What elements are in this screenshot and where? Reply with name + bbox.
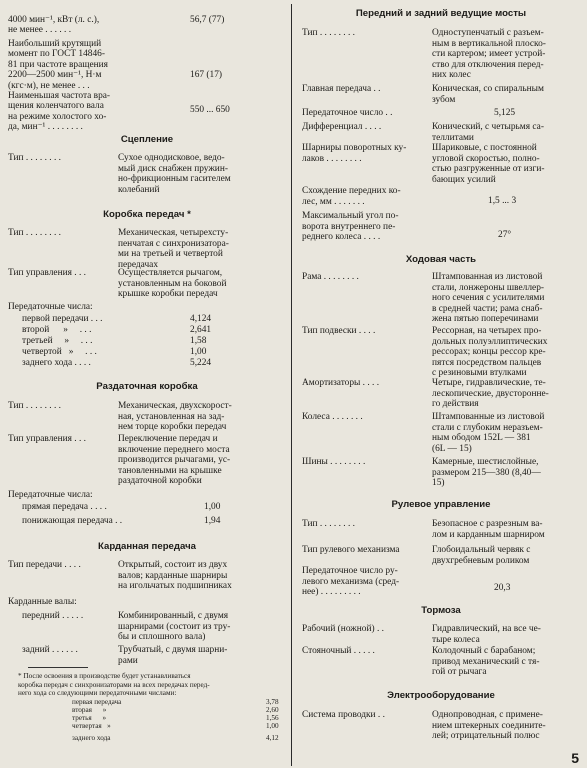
row-value: Трубчатый, с двумя шарни- рами [118, 645, 228, 666]
row-value: 3,78 [266, 698, 279, 706]
row-label: Тип . . . . . . . . [302, 28, 356, 38]
row-label: Тип подвески . . . . [302, 326, 376, 336]
row-value: 2,60 [266, 706, 279, 714]
row-label: понижающая передача . . [22, 516, 123, 526]
row-value: 550 ... 650 [190, 105, 230, 115]
row-label: Дифференциал . . . . [302, 122, 382, 132]
row-label: Тип управления . . . [8, 434, 86, 444]
row-label: третья » [72, 714, 107, 722]
row-value: Переключение передач и включение переднего моста производится рычагами, ус- тановленными на крышке раздаточной коробки [118, 434, 231, 486]
transfer-ratios-label: Передаточные числа: [8, 490, 93, 500]
column-divider [291, 4, 292, 766]
row-label: Тип . . . . . . . . [8, 401, 62, 411]
row-value: Шариковые, с постоянной угловой скоростью, полно- стью разгруженные от изги- бающих усилий [432, 143, 545, 185]
section-heading-clutch: Сцепление [120, 134, 174, 145]
row-label: четвертой » . . . [22, 347, 97, 357]
row-label: Рабочий (ножной) . . [302, 624, 384, 634]
row-value: Рессорная, на четырех про- дольных полуэллиптических рессорах; концы рессор кре- пятся посредством пальцев с резиновыми втулками [432, 326, 548, 378]
row-label: заднего хода [72, 734, 111, 742]
row-value: 1,94 [204, 516, 221, 526]
row-value: Штампованная из листовой стали, лонжероны швеллер- ного сечения с усилителями в средней части; рама снаб- жена пятью поперечинами [432, 272, 545, 324]
row-label: Максимальный угол по- ворота внутреннего пе- реднего колеса . . . . [302, 211, 399, 242]
row-value: 56,7 (77) [190, 15, 225, 25]
row-label: передний . . . . . [22, 611, 84, 621]
row-value: Конический, с четырьмя са- теллитами [432, 122, 544, 143]
page-number: 5 [571, 750, 579, 766]
row-label: 4000 мин⁻¹, кВт (л. с.), не менее . . . . . . [8, 14, 100, 35]
section-heading-gearbox: Коробка передач * [103, 209, 191, 220]
row-value: 2,641 [190, 325, 212, 335]
row-value: Глобоидальный червяк с двухгребневым роликом [432, 545, 531, 566]
row-value: 27° [498, 230, 512, 240]
section-heading-axles: Передний и задний ведущие мосты [355, 8, 527, 19]
row-label: Стояночный . . . . . [302, 646, 375, 656]
gearbox-ratios-label: Передаточные числа: [8, 302, 93, 312]
section-heading-transfer-case: Раздаточная коробка [96, 381, 198, 392]
row-value: Однопроводная, с примене- нием штекерных соедините- лей; отрицательный полюс [432, 710, 546, 741]
row-value: Гидравлический, на все че- тыре колеса [432, 624, 541, 645]
row-label: Наибольший крутящий момент по ГОСТ 14846- 81 при частоте вращения 2200—2500 мин⁻¹, Н·м (кгс·м), не менее . . . [8, 38, 108, 91]
row-value: 5,125 [494, 108, 516, 118]
row-label: Рама . . . . . . . . [302, 272, 359, 282]
row-label: Схождение передних ко- лес, мм . . . . . . . [302, 186, 401, 207]
row-label: Тип передачи . . . . [8, 560, 81, 570]
row-value: Открытый, состоит из двух валов; карданные шарниры на игольчатых подшипниках [118, 560, 232, 591]
row-label: первая передача [72, 698, 122, 706]
row-value: 1,5 ... 3 [488, 196, 517, 206]
row-value: 5,224 [190, 358, 212, 368]
row-label: заднего хода . . . . [22, 358, 91, 368]
row-label: четвертая » [72, 722, 111, 730]
row-label: Тип . . . . . . . . [8, 153, 62, 163]
footnote-text: * После освоения в производстве будет устанавливаться коробка передач с синхронизаторами на всех передачах перед- него хода со следующими передаточными числами: [18, 672, 210, 698]
row-label: Шины . . . . . . . . [302, 457, 366, 467]
row-label: третьей » . . . [22, 336, 93, 346]
row-value: 1,00 [204, 502, 221, 512]
row-value: Четыре, гидравлические, те- лескопические, двусторонне- го действия [432, 378, 549, 409]
cardan-shafts-label: Карданные валы: [8, 597, 77, 607]
row-label: Колеса . . . . . . . [302, 412, 363, 422]
row-value: 1,00 [266, 722, 279, 730]
row-label: Передаточное число ру- левого механизма (сред- нее) . . . . . . . . . [302, 566, 400, 597]
row-value: Безопасное с разрезным ва- лом и карданным шарниром [432, 519, 545, 540]
row-value: 1,00 [190, 347, 207, 357]
row-value: Комбинированный, с двумя шарнирами (состоит из тру- бы и сплошного вала) [118, 611, 231, 642]
footnote-rule [28, 667, 88, 668]
row-value: Одноступенчатый с разъем- ным в вертикальной плоско- сти картером; имеет устрой- ство для отключения перед- них колес [432, 28, 546, 80]
row-label: Тип . . . . . . . . [302, 519, 356, 529]
row-label: Наименьшая частота вра- щения коленчатого вала на режиме холостого хо- да, мин⁻¹ . . . . . . . . [8, 90, 111, 132]
row-value: 1,56 [266, 714, 279, 722]
row-value: Механическая, двухскорост- ная, установленная на зад- нем торце коробки передач [118, 401, 232, 432]
section-heading-electrical: Электрооборудование [387, 690, 495, 701]
row-label: Главная передача . . [302, 84, 381, 94]
row-value: Коническая, со спиральным зубом [432, 84, 544, 105]
row-value: Механическая, четырехсту- пенчатая с синхронизатора- ми на третьей и четвертой передачах [118, 228, 229, 270]
row-label: Амортизаторы . . . . [302, 378, 380, 388]
row-label: Тип управления . . . [8, 268, 86, 278]
row-label: Передаточное число . . [302, 108, 393, 118]
row-label: второй » . . . [22, 325, 92, 335]
row-label: задний . . . . . . [22, 645, 78, 655]
row-label: прямая передача . . . . [22, 502, 107, 512]
row-value: 4,12 [266, 734, 279, 742]
row-value: 4,124 [190, 314, 212, 324]
row-value: 1,58 [190, 336, 207, 346]
section-heading-cardan: Карданная передача [98, 541, 196, 552]
row-label: Шарниры поворотных ку- лаков . . . . . . . . [302, 143, 407, 164]
engine-torque-row [8, 28, 286, 91]
row-label: Тип рулевого механизма [302, 545, 400, 555]
section-heading-chassis: Ходовая часть [405, 254, 477, 265]
row-value: Сухое однодисковое, ведо- мый диск снабжен пружин- но-фрикционным гасителем колебаний [118, 153, 231, 195]
row-label: Тип . . . . . . . . [8, 228, 62, 238]
engine-idle-row [8, 80, 286, 132]
section-heading-steering: Рулевое управление [391, 499, 491, 510]
row-value: Осуществляется рычагом, установленным на боковой крышке коробки передач [118, 268, 227, 299]
row-label: первой передачи . . . [22, 314, 103, 324]
row-value: 20,3 [494, 583, 511, 593]
row-value: 167 (17) [190, 70, 223, 80]
row-value: Колодочный с барабаном; привод механический с тя- гой от рычага [432, 646, 540, 677]
row-value: Камерные, шестислойные, размером 215—380 (8,40— 15) [432, 457, 541, 488]
row-label: Система проводки . . [302, 710, 385, 720]
row-value: Штампованные из листовой стали с глубоким неразъем- ным ободом 152L — 381 (6L — 15) [432, 412, 545, 454]
section-heading-brakes: Тормоза [421, 605, 461, 616]
row-label: вторая » [72, 706, 107, 714]
